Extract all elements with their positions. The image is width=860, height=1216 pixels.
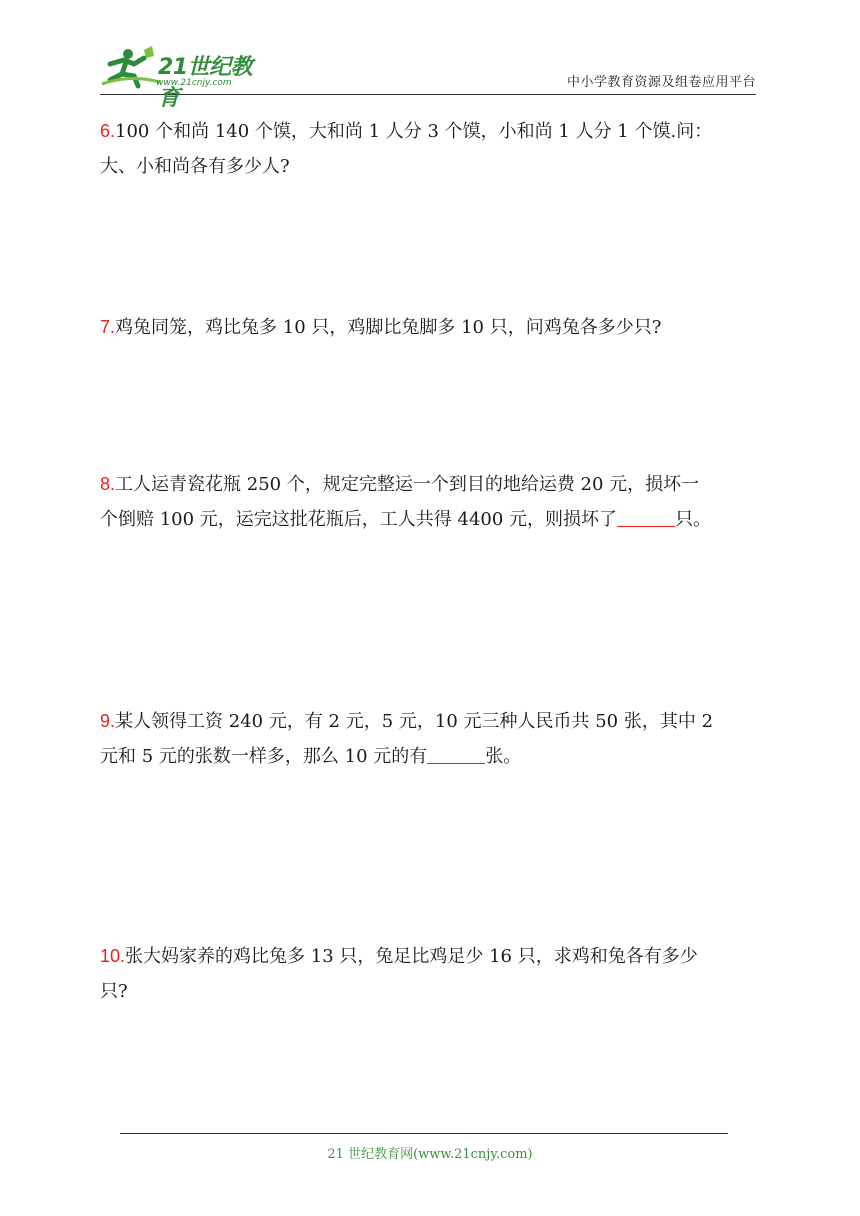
question-line [100,739,760,774]
logo-url: www.21cnjy.com [156,78,232,88]
question-text: 100 个和尚 140 个馍，大和尚 1 人分 3 个馍，小和尚 1 人分 1 个馍.问： [115,121,713,142]
question-text: 张。 [485,746,522,767]
question-text: 某人领得工资 240 元，有 2 元，5 元，10 元三种人民币共 50 张，其中 2 [115,711,714,732]
question-text: 张大妈家养的鸡比兔多 13 只，兔足比鸡足少 16 只，求鸡和兔各有多少 [125,946,698,967]
logo [100,44,270,111]
footer-text: 21 世纪教育网(www.21cnjy.com) [327,1147,533,1162]
question-text: 鸡兔同笼，鸡比兔多 10 只，鸡脚比兔脚多 10 只，问鸡兔各多少只? [115,317,662,338]
question-8 [100,467,760,537]
question-text: 个倒赔 100 元，运完这批花瓶后，工人共得 4400 元，则损坏了 [100,509,618,530]
question-line [100,974,760,1009]
question-text: 工人运青瓷花瓶 250 个，规定完整运一个到目的地给运费 20 元，损坏一 [115,474,700,495]
question-7 [100,310,760,345]
question-line [100,467,760,502]
question-text: 元和 5 元的张数一样多，那么 10 元的有 [100,746,428,767]
platform-title: 中小学教育资源及组卷应用平台 [566,75,756,90]
question-number: 6. [100,121,116,141]
answer-blank[interactable] [427,745,485,764]
page-header [100,42,756,111]
question-number: 7. [100,317,116,337]
question-number: 10. [100,946,126,966]
question-6 [100,114,760,184]
question-line [100,502,760,537]
footer-divider [120,1133,728,1134]
question-text: 只。 [675,509,712,530]
logo-text: 21世纪教育 [158,55,253,111]
question-9 [100,704,760,774]
question-line [100,704,760,739]
answer-blank[interactable] [617,508,675,527]
question-line [100,114,760,149]
question-number: 8. [100,474,116,494]
question-10 [100,939,760,1009]
question-number: 9. [100,711,116,731]
question-line [100,939,760,974]
question-text: 大、小和尚各有多少人? [100,156,290,177]
question-text: 只? [100,981,128,1002]
question-line [100,310,760,345]
question-line [100,149,760,184]
